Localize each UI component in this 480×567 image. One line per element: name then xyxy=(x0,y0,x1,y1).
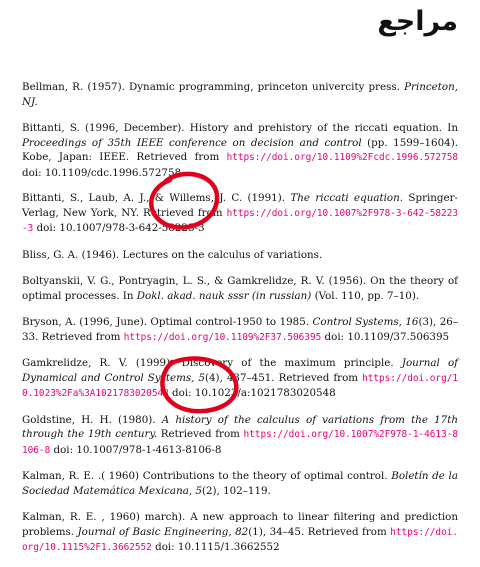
reference-text: Gamkrelidze, R. V. (1999). Discovery of the maximum principle. xyxy=(22,357,402,369)
reference-link[interactable]: https://doi.org/10.1109%2F37.506395 xyxy=(123,331,322,343)
reference-text: Bellman, R. (1957). Dynamic programming, princeton univercity press. xyxy=(22,81,405,93)
reference-title: Control Systems, 16 xyxy=(312,316,419,328)
reference-title: Boletín de la Sociedad Matemática Mexicana, 5 xyxy=(22,470,458,497)
reference-title: The riccati equation. xyxy=(290,192,404,204)
reference-text: (pp. 1599–1604). Kobe, Japan: IEEE. Retrieved from xyxy=(22,136,458,163)
reference-doi: doi: 10.1023/a:1021783020548 xyxy=(168,387,336,399)
reference-link[interactable]: https://doi.org/10.1115%2F1.3662552 xyxy=(22,526,458,553)
reference-doi: doi: 10.1007/978-1-4613-8106-8 xyxy=(50,443,222,456)
reference-text: Bryson, A. (1996, June). Optimal control-1950 to 1985. xyxy=(22,316,313,328)
reference-title: A history of the calculus of variations from the 17th through the 19th century. xyxy=(22,413,458,440)
reference-text: Bittanti, S. (1996, December). History and prehistory of the riccati equation. In xyxy=(22,122,458,134)
reference-doi: doi: 10.1109/cdc.1996.572758 xyxy=(22,166,182,179)
reference-list xyxy=(22,80,458,567)
reference-link[interactable]: https://doi.org/10.1109%2Fcdc.1996.572758 xyxy=(226,152,458,163)
reference-entry xyxy=(22,191,458,237)
reference-entry xyxy=(22,315,458,345)
reference-title: Proceedings of 35th IEEE conference on decision and control xyxy=(22,136,362,149)
page-heading: مراجع xyxy=(377,6,458,37)
reference-text: (2), 102–119. xyxy=(201,484,271,497)
reference-doi: doi: 10.1115/1.3662552 xyxy=(151,541,280,553)
reference-entry xyxy=(22,510,458,556)
reference-text: Retrieved from xyxy=(157,428,244,440)
reference-link[interactable]: https://doi.org/10.1023%2Fa%3A1021783020548 xyxy=(22,372,459,399)
reference-link[interactable]: https://doi.org/10.1007%2F978-1-4613-8106-8 xyxy=(22,429,458,456)
reference-text: (Vol. 110, pp. 7–10). xyxy=(311,289,420,302)
reference-entry xyxy=(22,356,458,402)
reference-text: Springer-Verlag, New York, NY. Retrieved from xyxy=(22,192,458,219)
reference-link[interactable]: https://doi.org/10.1007%2F978-3-642-58223-3 xyxy=(22,207,458,234)
reference-doi: doi: 10.1007/978-3-642-58223-3 xyxy=(33,222,205,234)
reference-entry xyxy=(22,80,458,110)
reference-text: Kalman, R. E. , 1960) march). A new approach to linear filtering and prediction problems. xyxy=(22,511,458,538)
reference-entry xyxy=(22,274,458,304)
reference-entry xyxy=(22,248,458,264)
reference-text: (3), 26–33. Retrieved from xyxy=(22,316,459,343)
reference-title: Princeton, NJ. xyxy=(22,81,458,108)
reference-text: Kalman, R. E. .( 1960) Contributions to the theory of optimal control. xyxy=(22,470,392,482)
reference-text: Goldstine, H. H. (1980). xyxy=(22,413,162,426)
reference-text: (1), 34–45. Retrieved from xyxy=(248,525,391,538)
reference-entry xyxy=(22,413,458,459)
reference-text: Bliss, G. A. (1946). Lectures on the calculus of variations. xyxy=(22,248,323,261)
reference-doi: doi: 10.1109/37.506395 xyxy=(321,330,450,343)
reference-title: Dokl. akad. nauk sssr (in russian) xyxy=(136,289,312,302)
reference-title: Journal of Basic Engineering, 82 xyxy=(77,525,249,538)
reference-title: Journal of Dynamical and Control Systems, 5 xyxy=(22,357,458,384)
reference-entry xyxy=(22,121,458,180)
reference-entry xyxy=(22,469,458,499)
reference-text: Boltyanskii, V. G., Pontryagin, L. S., & Gamkrelidze, R. V. (1956). On the theory of optimal processes. In xyxy=(22,275,458,302)
reference-text: (4), 437–451. Retrieved from xyxy=(204,371,363,384)
reference-text: Bittanti, S., Laub, A. J., & Willems, J. C. (1991). xyxy=(22,192,291,204)
